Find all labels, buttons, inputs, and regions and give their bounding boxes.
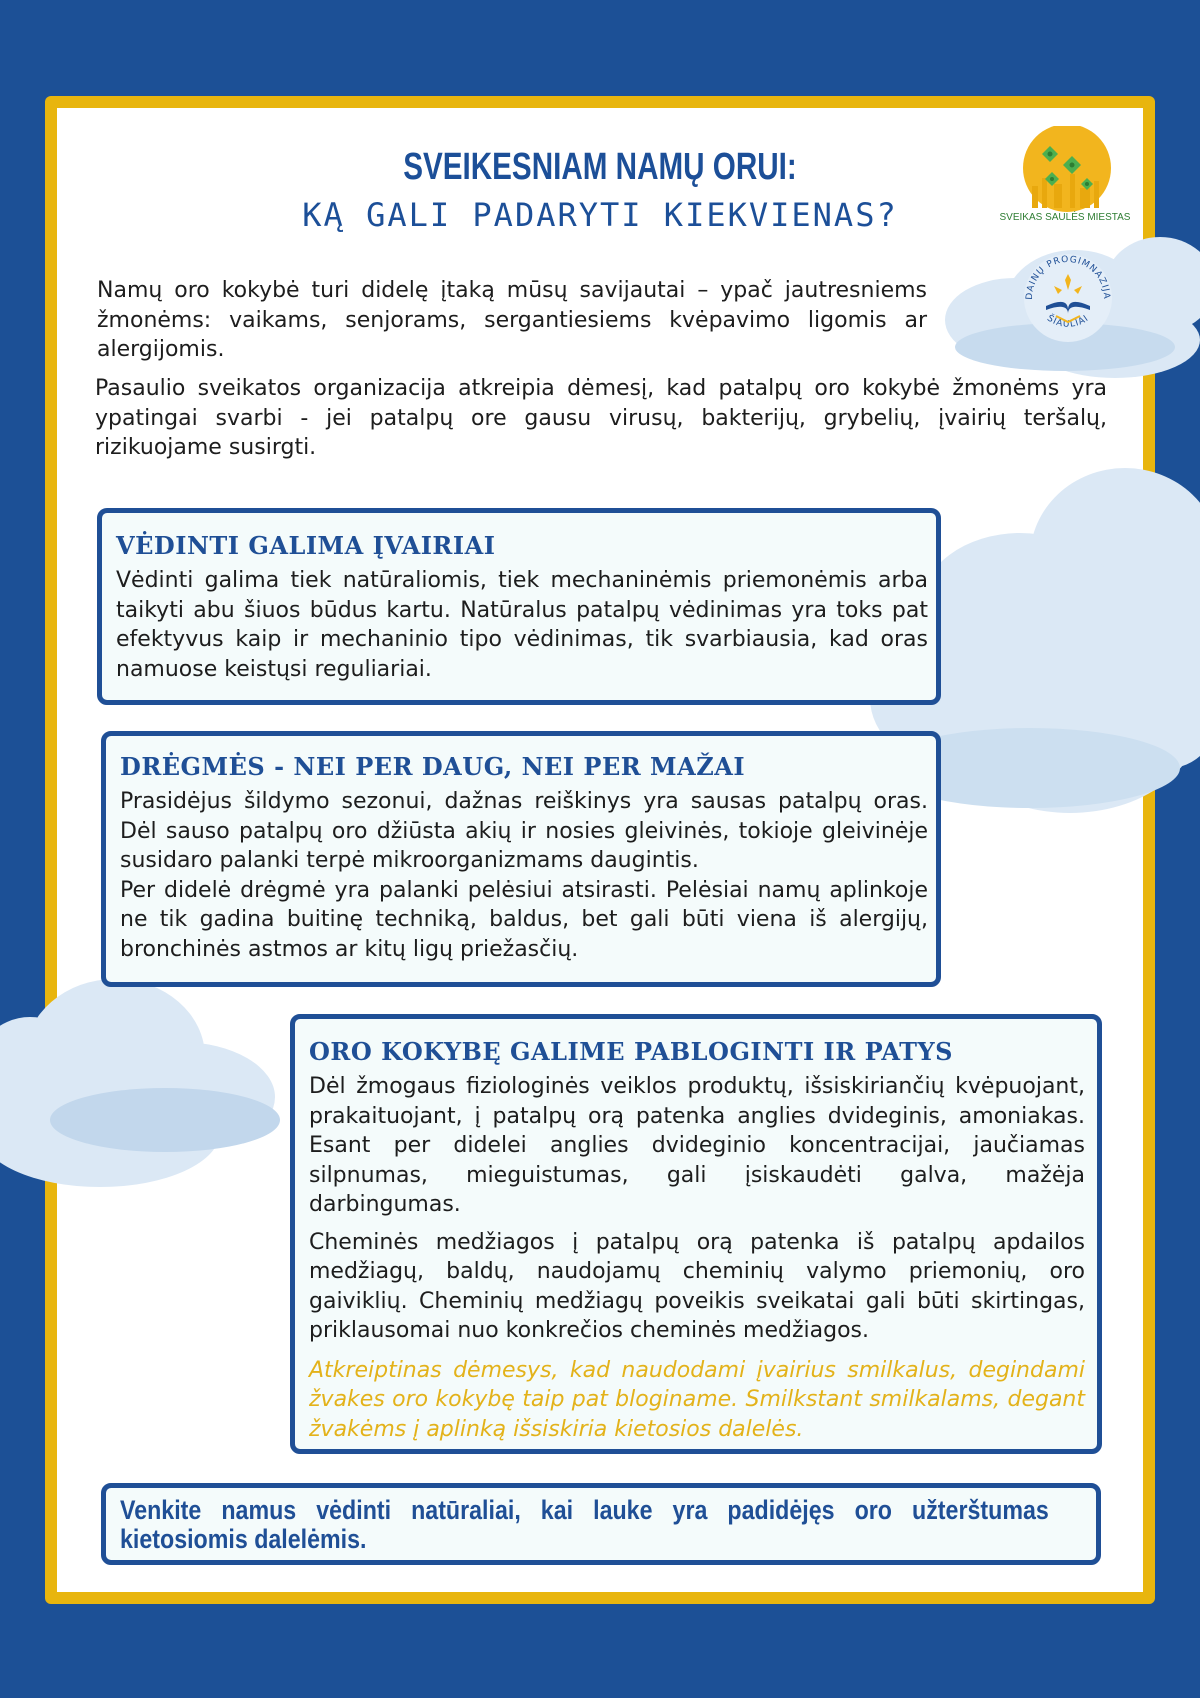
section-ventilation-text: Vėdinti galima tiek natūraliomis, tiek mechaninėmis priemonėmis arba taikyti abu šiuos būdus kartu. Natūralus patalpų vėdinimas yra toks pat efektyvus kaip ir mechaninio tipo vėdinimas, tik svarbiausia, kad oras namuose keistųsi reguliariai. [116, 568, 928, 682]
section-pollution [290, 1014, 1102, 1454]
section-humidity [101, 731, 941, 987]
page-title: SVEIKESNIAM NAMŲ ORUI: [403, 146, 797, 188]
intro-paragraph-1: Namų oro kokybė turi didelę įtaką mūsų savijautai – ypač jautresniems žmonėms: vaikams, senjorams, sergantiesiems kvėpavimo ligomis ar alergijomis. [97, 278, 927, 362]
footer-warning-text: Venkite namus vėdinti natūraliai, kai lauke yra padidėjęs oro užterštumas kietosiomis dalelėmis. [120, 1495, 1049, 1554]
sun-windmills-logo-icon [1012, 126, 1112, 212]
section-ventilation [97, 508, 941, 705]
section-ventilation-title: VĖDINTI GALIMA ĮVAIRIAI [116, 531, 496, 560]
footer-warning-box [101, 1483, 1101, 1565]
school-ring-top-text: DAINŲ PROGIMNAZIJA [1024, 254, 1112, 300]
section-pollution-text-1: Dėl žmogaus fiziologinės veiklos produktų, išsiskiriančių kvėpuojant, prakaituojant, į patalpų orą patenka anglies dvideginis, amoniakas. Esant per didelei anglies dvideginio koncentracijai, jaučiamas silpnumas, mieguistumas, gali įsiskaudėti galva, mažėja darbingumas. [309, 1074, 1085, 1217]
school-ring-bottom-text: ŠIAULIAI [1045, 313, 1092, 330]
section-pollution-text-2: Cheminės medžiagos į patalpų orą patenka iš patalpų apdailos medžiagų, baldų, naudojamų cheminių valymo priemonių, oro gaiviklių. Cheminių medžiagų poveikis sveikatai gali būti skirtingas, priklausomai nuo konkrečios cheminės medžiagos. [309, 1229, 1085, 1343]
school-book-sun-logo-icon [1020, 250, 1116, 346]
section-humidity-text-2: Per didelė drėgmė yra palanki pelėsiui atsirasti. Pelėsiai namų aplinkoje ne tik gadina buitinę techniką, baldus, bet gali būti viena iš alergijų, bronchinės astmos ar kitų ligų priežasčių. [120, 877, 928, 962]
section-pollution-note: Atkreiptinas dėmesys, kad naudodami įvairius smilkalus, degindami žvakes oro kokybę taip pat bloginame. Smilkstant smilkalams, degant žvakėms į aplinką išsiskiria kietosios dalelės. [309, 1357, 1085, 1442]
section-humidity-text-1: Prasidėjus šildymo sezonui, dažnas reiškinys yra sausas patalpų oras. Dėl sauso patalpų oro džiūsta akių ir nosies gleivinės, tokioje gleivinėje susidaro palanki terpė mikroorganizmams daugintis. [120, 789, 928, 873]
page-subtitle: KĄ GALI PADARYTI KIEKVIENAS? [302, 196, 898, 234]
section-humidity-title: DRĖGMĖS - NEI PER DAUG, NEI PER MAŽAI [120, 752, 746, 781]
sun-logo-caption: SVEIKAS SAULĖS MIESTAS [999, 212, 1131, 223]
cloud-left-icon [0, 962, 285, 1192]
section-pollution-title: ORO KOKYBĘ GALIME PABLOGINTI IR PATYS [309, 1037, 953, 1066]
intro-paragraph-2: Pasaulio sveikatos organizacija atkreipia dėmesį, kad patalpų oro kokybė žmonėms yra ypatingai svarbi - jei patalpų ore gausu virusų, bakterijų, grybelių, įvairių teršalų, rizikuojame susirgti. [95, 376, 1107, 460]
